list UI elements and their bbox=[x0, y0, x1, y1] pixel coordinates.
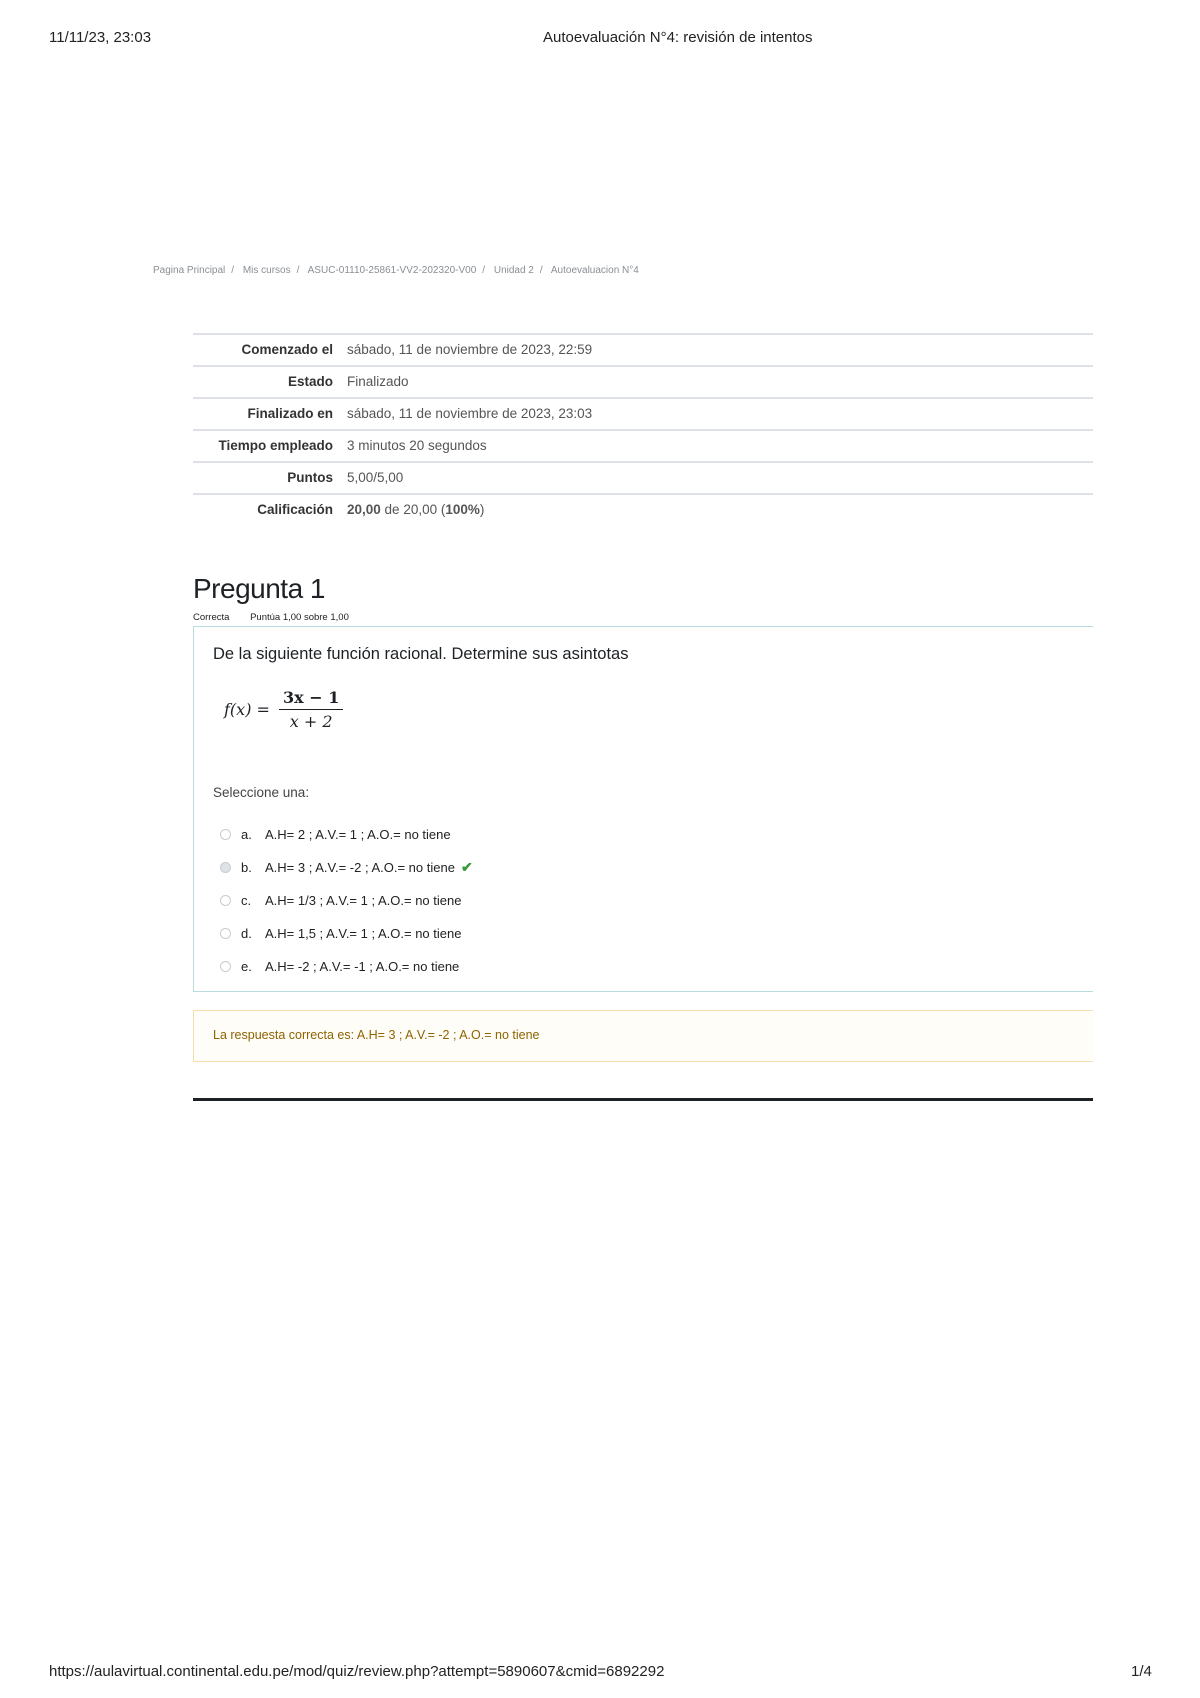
grade-out-of: de 20,00 ( bbox=[380, 502, 446, 517]
grade-percent: 100% bbox=[445, 502, 480, 517]
answer-option-d[interactable] bbox=[220, 922, 461, 944]
breadcrumb-course[interactable]: ASUC-01110-25861-VV2-202320-V00 bbox=[307, 265, 477, 276]
breadcrumb-home[interactable]: Pagina Principal bbox=[153, 265, 226, 276]
answer-option-c[interactable] bbox=[220, 889, 461, 911]
print-url: https://aulavirtual.continental.edu.pe/mod/quiz/review.php?attempt=5890607&cmid=6892292 bbox=[49, 1663, 665, 1680]
breadcrumb-separator: / bbox=[296, 265, 300, 276]
question-state: Correcta bbox=[193, 612, 230, 623]
option-letter: e. bbox=[241, 958, 252, 974]
grade-value bbox=[347, 494, 1093, 525]
summary-row-time-taken bbox=[193, 430, 1093, 462]
summary-value: 5,00/5,00 bbox=[347, 470, 404, 485]
formula-numerator: 3x − 1 bbox=[279, 688, 343, 710]
formula-lhs: f(x) = bbox=[224, 700, 270, 719]
question-text: De la siguiente función racional. Determine sus asintotas bbox=[213, 645, 629, 663]
summary-label: Tiempo empleado bbox=[218, 438, 333, 453]
answer-option-b[interactable] bbox=[220, 856, 473, 878]
breadcrumb-separator: / bbox=[539, 265, 543, 276]
breadcrumb-separator: / bbox=[231, 265, 235, 276]
radio-button[interactable] bbox=[220, 829, 231, 840]
print-page-title: Autoevaluación N°4: revisión de intentos bbox=[543, 29, 813, 46]
summary-row-grade bbox=[193, 494, 1093, 525]
breadcrumb-my-courses[interactable]: Mis cursos bbox=[242, 265, 291, 276]
summary-label: Calificación bbox=[257, 502, 333, 517]
answer-prompt: Seleccione una: bbox=[213, 785, 310, 800]
summary-row-marks bbox=[193, 462, 1093, 494]
question-grade: Puntúa 1,00 sobre 1,00 bbox=[250, 612, 349, 623]
option-text: A.H= -2 ; A.V.= -1 ; A.O.= no tiene bbox=[265, 958, 460, 974]
question-title: Pregunta 1 bbox=[193, 573, 325, 604]
radio-button-selected[interactable] bbox=[220, 862, 231, 873]
grade-close: ) bbox=[479, 502, 485, 517]
radio-button[interactable] bbox=[220, 928, 231, 939]
option-text: A.H= 1/3 ; A.V.= 1 ; A.O.= no tiene bbox=[265, 892, 462, 908]
summary-value: Finalizado bbox=[347, 374, 409, 389]
option-text: A.H= 1,5 ; A.V.= 1 ; A.O.= no tiene bbox=[265, 925, 462, 941]
answer-option-a[interactable] bbox=[220, 823, 451, 845]
correct-check-icon: ✔ bbox=[460, 858, 473, 875]
breadcrumb-quiz[interactable]: Autoevaluacion N°4 bbox=[550, 265, 639, 276]
option-letter: b. bbox=[241, 859, 252, 875]
right-answer-text: La respuesta correcta es: A.H= 3 ; A.V.= -2 ; A.O.= no tiene bbox=[213, 1028, 540, 1042]
print-datetime: 11/11/23, 23:03 bbox=[49, 29, 152, 46]
option-text: A.H= 2 ; A.V.= 1 ; A.O.= no tiene bbox=[265, 826, 451, 842]
question-formula bbox=[224, 688, 343, 731]
summary-label: Estado bbox=[287, 374, 333, 389]
attempt-summary-table bbox=[193, 333, 1093, 525]
summary-label: Puntos bbox=[287, 470, 333, 485]
summary-row-finished bbox=[193, 398, 1093, 430]
formula-denominator: x + 2 bbox=[289, 712, 333, 731]
summary-label: Comenzado el bbox=[241, 342, 333, 357]
option-text: A.H= 3 ; A.V.= -2 ; A.O.= no tiene bbox=[265, 859, 455, 875]
summary-value: sábado, 11 de noviembre de 2023, 23:03 bbox=[347, 406, 593, 421]
summary-row-state bbox=[193, 366, 1093, 398]
option-letter: a. bbox=[241, 826, 252, 842]
summary-value: sábado, 11 de noviembre de 2023, 22:59 bbox=[347, 342, 593, 357]
breadcrumb-separator: / bbox=[482, 265, 486, 276]
summary-label: Finalizado en bbox=[247, 406, 333, 421]
formula-fraction bbox=[279, 688, 343, 731]
section-divider bbox=[193, 1098, 1093, 1101]
grade-score: 20,00 bbox=[347, 502, 381, 517]
question-info bbox=[193, 612, 367, 623]
option-letter: c. bbox=[241, 892, 252, 908]
breadcrumb-unit[interactable]: Unidad 2 bbox=[493, 265, 534, 276]
summary-row-started bbox=[193, 334, 1093, 366]
answer-option-e[interactable] bbox=[220, 955, 459, 977]
breadcrumb bbox=[153, 265, 639, 276]
print-page-number: 1/4 bbox=[1131, 1663, 1152, 1680]
radio-button[interactable] bbox=[220, 895, 231, 906]
option-letter: d. bbox=[241, 925, 252, 941]
summary-value: 3 minutos 20 segundos bbox=[347, 438, 487, 453]
radio-button[interactable] bbox=[220, 961, 231, 972]
